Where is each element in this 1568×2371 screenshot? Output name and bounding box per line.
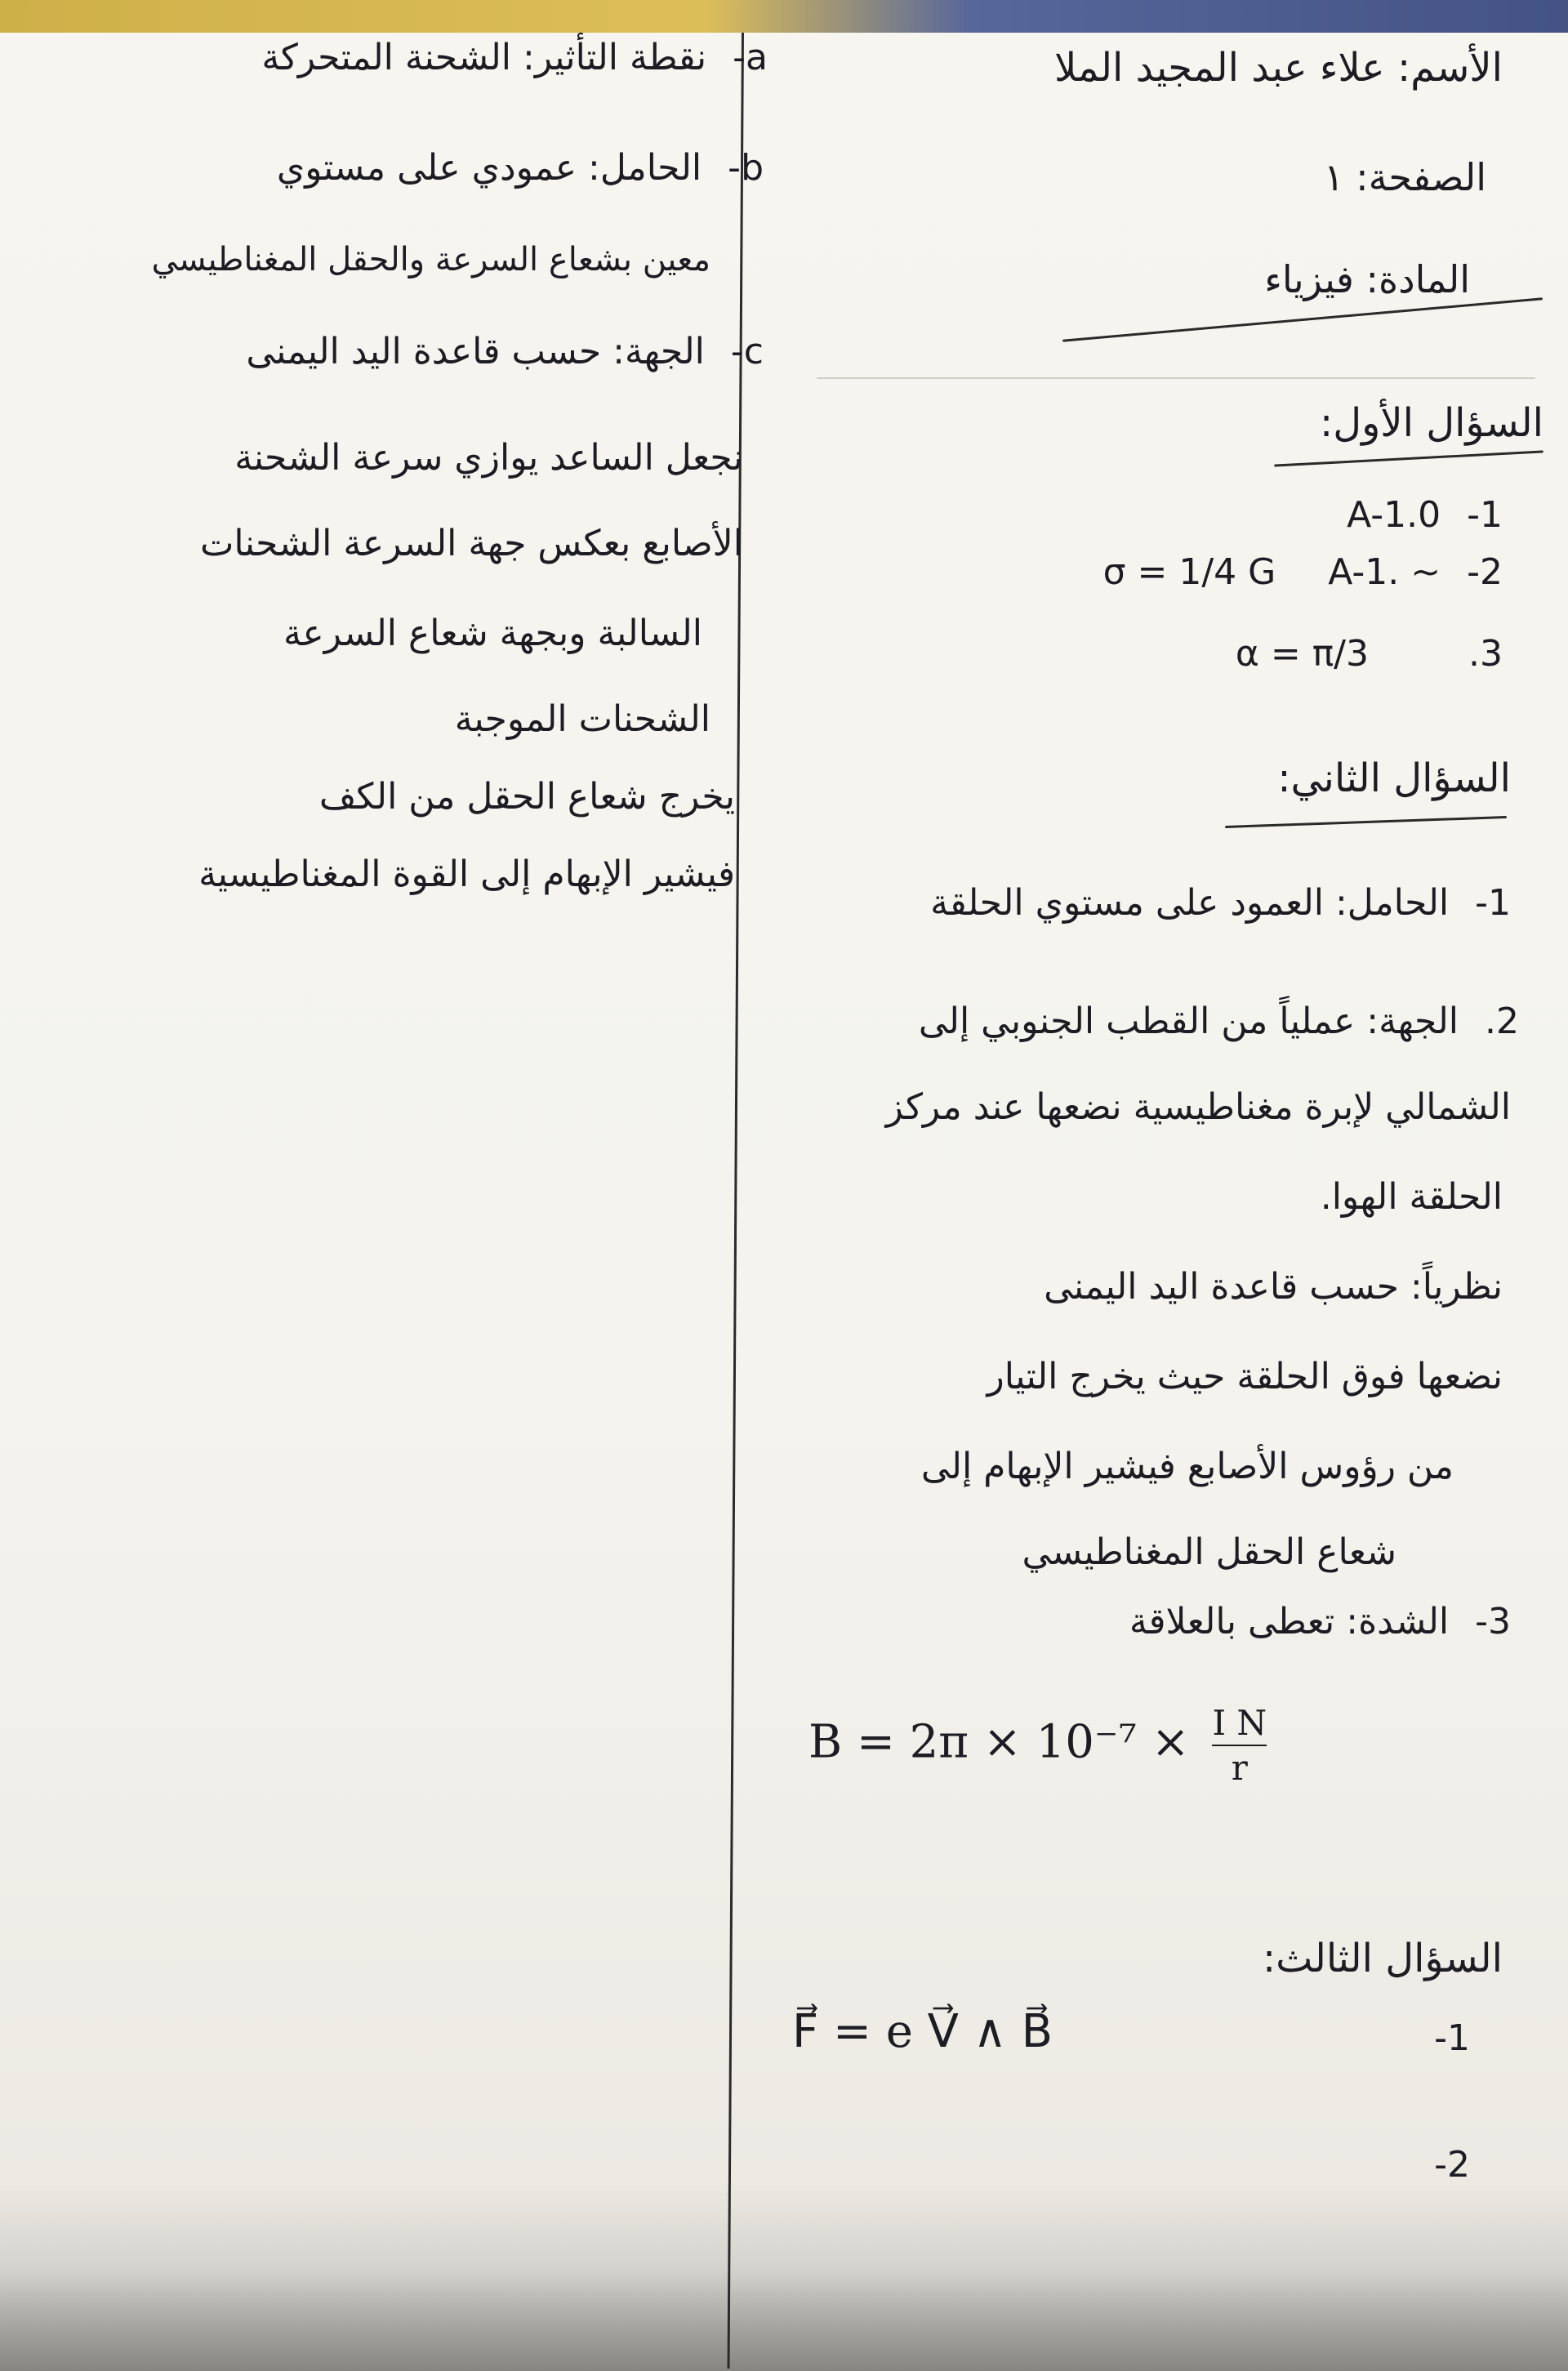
q3-item-2	[1419, 2144, 1470, 2186]
q1-item-3-num: 3.	[1468, 633, 1503, 675]
q1-item-1	[1347, 494, 1503, 536]
q1-item-1-answer: A-1.0	[1347, 494, 1441, 536]
left-line-7: السالبة وبجهة شعاع السرعة	[283, 613, 702, 654]
subject-line: المادة: فيزياء	[1264, 257, 1470, 301]
left-line-4-text: الجهة: حسب قاعدة اليد اليمنى	[246, 331, 705, 372]
left-line-2-num: b-	[728, 147, 764, 189]
fraction-bar	[1212, 1745, 1267, 1746]
q2-heading: السؤال الثاني:	[1277, 755, 1511, 801]
q3-item-1-num: 1-	[1434, 2017, 1470, 2059]
header-separator	[817, 377, 1535, 379]
q2-formula-fraction	[1212, 1703, 1267, 1788]
q1-heading: السؤال الأول:	[1320, 400, 1544, 446]
q2-line-7: من رؤوس الأصابع فيشير الإبهام إلى	[920, 1446, 1454, 1487]
q2-formula-denominator: r	[1231, 1748, 1248, 1788]
q1-item-3-formula: α = π/3	[1235, 633, 1369, 675]
left-line-1-text: نقطة التأثير: الشحنة المتحركة	[261, 37, 707, 78]
q2-line-2-text: الجهة: عملياً من القطب الجنوبي إلى	[918, 1001, 1459, 1042]
q2-line-6: نضعها فوق الحلقة حيث يخرج التيار	[987, 1356, 1503, 1397]
left-line-3: معين بشعاع السرعة والحقل المغناطيسي	[151, 241, 710, 279]
q2-line-2	[919, 1001, 1519, 1042]
q2-line-3: الشمالي لإبرة مغناطيسية نضعها عند مركز	[885, 1086, 1511, 1128]
student-name: الأسم: علاء عبد المجيد الملا	[1054, 45, 1503, 91]
q1-item-1-num: 1-	[1467, 494, 1503, 536]
left-line-1-num: a-	[733, 37, 768, 78]
q2-line-9	[1129, 1601, 1511, 1642]
q2-formula-main: B = 2π × 10⁻⁷ ×	[808, 1715, 1190, 1769]
left-line-4-num: c-	[730, 331, 764, 372]
q1-item-2	[1103, 551, 1503, 593]
q2-formula-numerator: I N	[1212, 1703, 1267, 1743]
q1-item-2-num: 2-	[1467, 551, 1503, 593]
left-line-4	[246, 331, 764, 372]
q2-line-9-num: 3-	[1475, 1601, 1511, 1642]
q2-line-1	[930, 882, 1511, 924]
left-line-2-text: الحامل: عمودي على مستوي	[276, 147, 702, 189]
q2-line-5: نظرياً: حسب قاعدة اليد اليمنى	[1044, 1266, 1503, 1308]
q3-item-1	[1419, 2017, 1470, 2059]
q1-item-2-formula: σ = 1/4 G	[1102, 551, 1276, 593]
left-line-5: نجعل الساعد يوازي سرعة الشحنة	[234, 437, 743, 479]
q2-field-formula	[808, 1703, 1275, 1788]
q2-line-9-text: الشدة: تعطى بالعلاقة	[1129, 1601, 1450, 1642]
left-line-10: فيشير الإبهام إلى القوة المغناطيسية	[198, 853, 735, 895]
left-line-9: يخرج شعاع الحقل من الكف	[318, 776, 735, 818]
q2-line-1-num: 1-	[1475, 882, 1511, 924]
left-line-1	[261, 37, 768, 78]
q3-item-2-num: 2-	[1434, 2144, 1470, 2186]
left-line-6: الأصابع بعكس جهة السرعة الشحنات	[199, 523, 743, 564]
background-fabric-strip	[0, 0, 1568, 33]
q2-line-8: شعاع الحقل المغناطيسي	[1022, 1531, 1396, 1573]
q1-item-3	[1236, 633, 1503, 675]
q3-heading: السؤال الثالث:	[1262, 1936, 1503, 1981]
q2-line-1-text: الحامل: العمود على مستوي الحلقة	[930, 882, 1450, 924]
left-line-8: الشحنات الموجبة	[454, 698, 710, 740]
q3-force-formula: F⃗ = e V⃗ ∧ B⃗	[792, 2005, 1053, 2058]
q1-item-2-answer: A-1. ~	[1328, 551, 1441, 593]
q2-line-2-num: 2.	[1485, 1001, 1519, 1042]
bottom-shadow	[0, 2271, 1568, 2371]
left-line-2	[277, 147, 764, 189]
page-number-line: الصفحة: ١	[1323, 155, 1486, 199]
q2-line-4: الحلقة الهوا.	[1320, 1176, 1503, 1218]
